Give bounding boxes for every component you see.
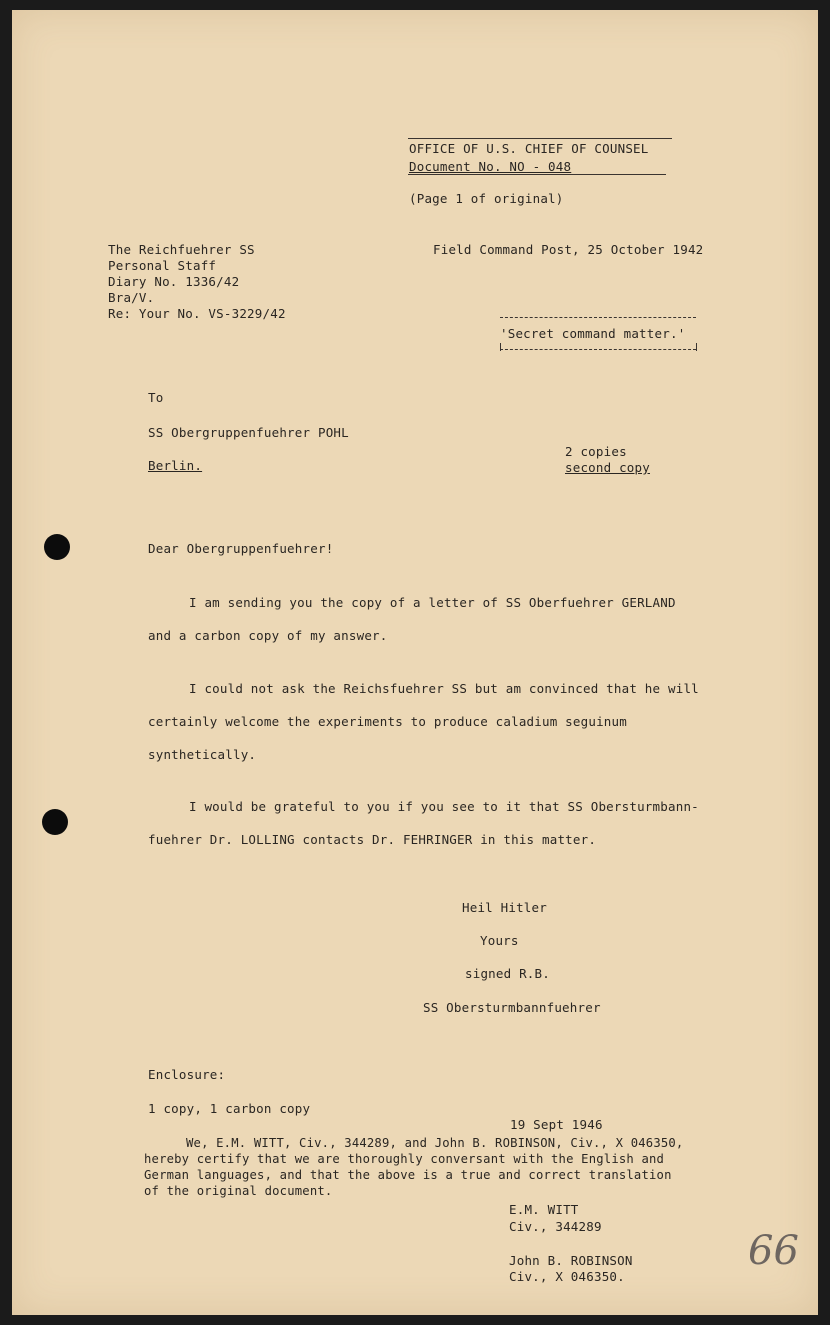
- page-note: (Page 1 of original): [409, 191, 564, 206]
- body-paragraph-2-line-3: synthetically.: [148, 747, 257, 762]
- body-paragraph-3-line-2: fuehrer Dr. LOLLING contacts Dr. FEHRINGER in this matter.: [148, 832, 597, 847]
- sender-line-3: Diary No. 1336/42: [108, 274, 240, 289]
- body-paragraph-2-line-1: I could not ask the Reichsfuehrer SS but am convinced that he will: [189, 681, 699, 696]
- certification-line-4: of the original document.: [144, 1184, 333, 1198]
- body-paragraph-1-line-1: I am sending you the copy of a letter of SS Oberfuehrer GERLAND: [189, 595, 676, 610]
- header-rule-top: [408, 138, 672, 139]
- recipient-name: SS Obergruppenfuehrer POHL: [148, 425, 349, 440]
- office-title: OFFICE OF U.S. CHIEF OF COUNSEL: [409, 141, 649, 156]
- signatory-1-civ: Civ., 344289: [509, 1219, 602, 1234]
- signatory-2-name: John B. ROBINSON: [509, 1253, 633, 1268]
- certification-line-1: We, E.M. WITT, Civ., 344289, and John B. ROBINSON, Civ., X 046350,: [186, 1136, 684, 1150]
- recipient-city: Berlin.: [148, 458, 203, 473]
- signatory-2-civ: Civ., X 046350.: [509, 1269, 625, 1284]
- header-rule-bottom: [408, 174, 666, 175]
- to-label: To: [148, 390, 164, 405]
- handwritten-page-number: 66: [748, 1228, 799, 1274]
- secret-box-top: [500, 317, 696, 318]
- sender-line-4: Bra/V.: [108, 290, 155, 305]
- certification-line-2: hereby certify that we are thoroughly conversant with the English and: [144, 1152, 665, 1166]
- body-paragraph-3-line-1: I would be grateful to you if you see to it that SS Obersturmbann-: [189, 799, 699, 814]
- copies-count: 2 copies: [565, 444, 627, 459]
- closing-rank: SS Obersturmbannfuehrer: [423, 1000, 601, 1015]
- place-date: Field Command Post, 25 October 1942: [433, 242, 704, 257]
- enclosure-label: Enclosure:: [148, 1067, 226, 1082]
- copies-which: second copy: [565, 460, 650, 475]
- document-number: Document No. NO - 048: [409, 159, 572, 174]
- body-paragraph-1-line-2: and a carbon copy of my answer.: [148, 628, 388, 643]
- punch-hole-bottom: [42, 809, 68, 835]
- enclosure-text: 1 copy, 1 carbon copy: [148, 1101, 311, 1116]
- secret-box-right-tick: [696, 343, 697, 351]
- closing-yours: Yours: [480, 933, 519, 948]
- body-paragraph-2-line-2: certainly welcome the experiments to produce caladium seguinum: [148, 714, 627, 729]
- sender-line-1: The Reichfuehrer SS: [108, 242, 255, 257]
- closing-signed: signed R.B.: [465, 966, 550, 981]
- closing-heil-hitler: Heil Hitler: [462, 900, 547, 915]
- sender-line-5: Re: Your No. VS-3229/42: [108, 306, 286, 321]
- secret-box-left-tick: [500, 343, 501, 351]
- salutation: Dear Obergruppenfuehrer!: [148, 541, 334, 556]
- punch-hole-top: [44, 534, 70, 560]
- classification-stamp: 'Secret command matter.': [500, 326, 686, 341]
- signatory-1-name: E.M. WITT: [509, 1202, 579, 1217]
- certification-line-3: German languages, and that the above is a true and correct translation: [144, 1168, 672, 1182]
- certification-date: 19 Sept 1946: [510, 1117, 603, 1132]
- sender-line-2: Personal Staff: [108, 258, 217, 273]
- secret-box-bottom: [500, 349, 696, 350]
